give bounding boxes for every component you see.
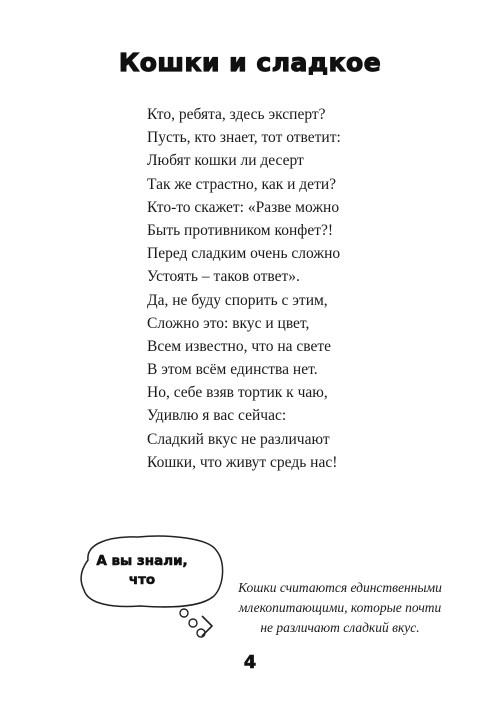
poem-line: Всем известно, что на свете bbox=[147, 337, 332, 355]
bubble-line: что bbox=[128, 572, 156, 588]
fact-text bbox=[222, 578, 458, 638]
poem-line: Кошки, что живут средь нас! bbox=[147, 453, 338, 471]
poem-line: Любят кошки ли десерт bbox=[147, 152, 304, 170]
poem-line: Устоять – таков ответ». bbox=[147, 268, 300, 286]
poem-line: Сложно это: вкус и цвет, bbox=[147, 314, 310, 332]
fact-line: Кошки считаются единственными bbox=[238, 580, 442, 595]
bubble-text bbox=[82, 552, 202, 590]
poem-line: Удивлю я вас сейчас: bbox=[147, 407, 287, 425]
page-title: Кошки и сладкое bbox=[118, 48, 382, 77]
poem-line: Да, не буду спорить с этим, bbox=[147, 291, 328, 309]
page-number: 4 bbox=[243, 652, 257, 673]
poem-line: Сладкий вкус не различают bbox=[147, 430, 330, 448]
poem bbox=[147, 103, 447, 474]
poem-line: Кто-то скажет: «Разве можно bbox=[147, 198, 340, 216]
bubble-line: А вы знали, bbox=[96, 553, 188, 569]
poem-line: Так же страстно, как и дети? bbox=[147, 175, 337, 193]
poem-line: Быть противником конфет?! bbox=[147, 221, 334, 239]
poem-line: В этом всём единства нет. bbox=[147, 361, 318, 379]
poem-line: Но, себе взяв тортик к чаю, bbox=[147, 384, 328, 402]
fact-line: не различают сладкий вкус. bbox=[260, 620, 420, 635]
fact-line: млекопитающими, которые почти bbox=[238, 600, 442, 615]
poem-line: Перед сладким очень сложно bbox=[147, 245, 341, 263]
poem-line: Пусть, кто знает, тот ответит: bbox=[147, 129, 341, 147]
poem-line: Кто, ребята, здесь эксперт? bbox=[147, 106, 326, 123]
